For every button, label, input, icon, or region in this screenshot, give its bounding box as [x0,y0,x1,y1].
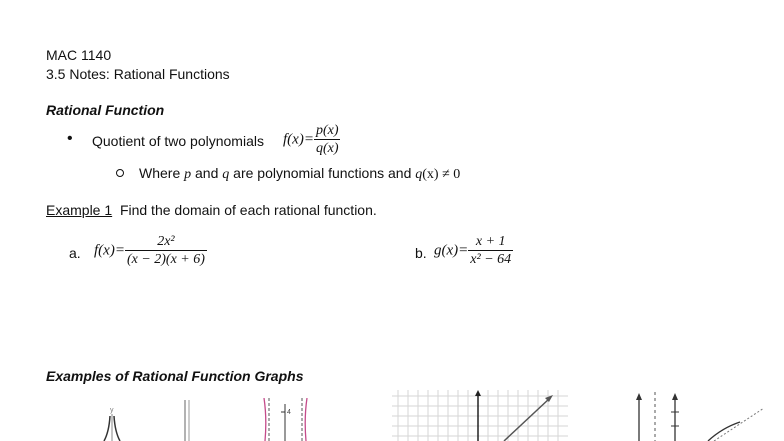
example-b-formula [434,233,513,268]
formula-denominator: q(x) [315,141,339,156]
sub-prefix: Where [139,165,185,181]
example-b-numerator: x + 1 [468,233,513,251]
sub-and: and [191,165,223,181]
graph-4-y-arrow-icon [475,390,481,396]
graph-6-asymptote [714,408,764,441]
graph-4 [392,390,568,441]
graph-1 [98,402,128,441]
graph-6-curve [708,422,740,441]
example-a-formula [94,233,207,268]
section-heading-graphs: Examples of Rational Function Graphs [46,368,304,384]
sub-var-q: q [222,167,230,182]
example-b-lhs: g(x)= [434,242,469,259]
graph-4-grid [392,390,568,441]
graph-6 [704,408,784,441]
sub-var-p: p [184,167,192,182]
graph-3 [258,398,314,441]
notes-title: 3.5 Notes: Rational Functions [46,66,230,82]
example-1-instruction: Find the domain of each rational function. [119,202,377,218]
example-a-denominator: (x − 2)(x + 6) [126,252,205,267]
graph-3-curve-left [264,398,266,441]
sub-cond-rest: (x) ≠ 0 [422,167,461,182]
sub-cond-fn: q [415,167,423,182]
bullet-icon: • [67,130,73,147]
example-a-numerator: 2x² [125,233,207,251]
formula-fraction [314,122,341,157]
graph-5-arrow-left-icon [636,393,642,400]
graph-2 [180,400,196,441]
sub-bullet-text [139,165,460,183]
sub-mid: are polynomial functions and [229,165,416,181]
graph-5 [630,392,686,441]
formula-lhs: f(x)= [283,131,314,148]
definition-formula [283,122,340,157]
example-a-lhs: f(x)= [94,242,125,259]
graph-4-line [504,398,550,441]
example-1-label: Example 1 [46,202,113,218]
example-a-fraction [125,233,207,268]
example-b-denominator: x² − 64 [470,252,512,267]
section-heading-rational-function: Rational Function [46,102,165,118]
example-a-letter: a. [69,245,81,261]
graph-3-curve-right [305,398,307,441]
sub-bullet-icon [116,169,124,177]
example-1-line [46,202,377,218]
graph-3-tick-label: 4 [287,409,291,416]
graph-5-arrow-right-icon [672,393,678,400]
example-b-letter: b. [415,245,427,261]
course-code: MAC 1140 [46,47,112,63]
definition-text: Quotient of two polynomials [92,133,264,149]
example-b-fraction [468,233,513,268]
formula-numerator: p(x) [315,123,339,138]
graph-1-axis-label: y [110,407,114,414]
